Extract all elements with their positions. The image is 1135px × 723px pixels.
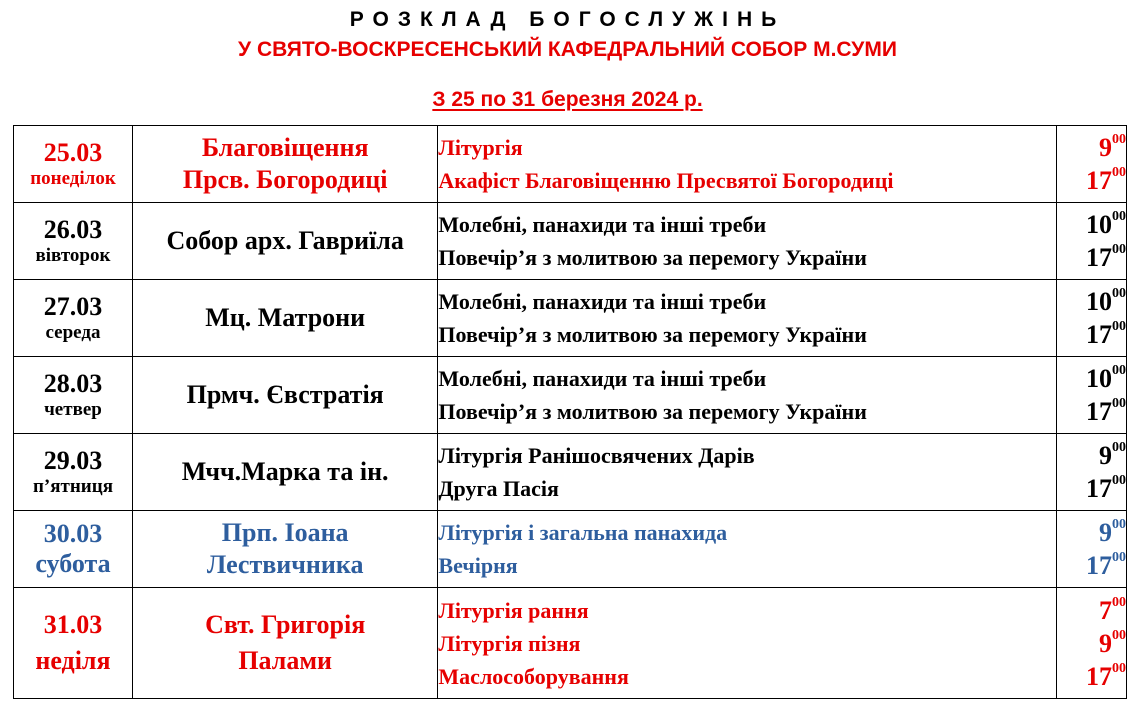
date-number: 30.03 [43,519,103,548]
weekday: вівторок [35,245,111,266]
feast-cell [132,126,437,203]
table-row [14,588,1127,699]
services-cell [438,280,1057,357]
table-row [14,511,1127,588]
weekday: неділя [35,646,111,675]
service-item: Літургія Ранішосвячених Дарів [438,443,755,468]
date-cell [14,434,133,511]
times-cell [1057,434,1127,511]
date-number: 27.03 [43,292,103,321]
weekday: четвер [44,399,102,420]
feast-name-line2: Палами [238,646,333,675]
feast-cell [132,434,437,511]
table-row [14,203,1127,280]
date-period [0,88,1135,112]
service-item: Повечір’я з молитвою за перемогу України [438,322,867,347]
service-item: Літургія рання [438,597,589,623]
service-time: $10^{00}$ [1086,286,1126,316]
service-item: Літургія і загальна панахида [438,520,728,545]
services-cell [438,203,1057,280]
date-number: 31.03 [43,610,103,639]
services-cell [438,511,1057,588]
service-item: Літургія [438,135,523,160]
service-time: $10^{00}$ [1086,363,1126,393]
service-item: Літургія пізня [438,630,581,656]
services-cell [438,588,1057,699]
date-number: 25.03 [43,138,103,167]
feast-cell [132,280,437,357]
weekday: понеділок [30,168,116,189]
service-item: Повечір’я з молитвою за перемогу України [438,245,867,270]
service-time: $17^{00}$ [1086,473,1126,503]
services-cell [438,434,1057,511]
table-row [14,357,1127,434]
service-item: Повечір’я з молитвою за перемогу України [438,399,867,424]
feast-name-line2: Прсв. Богородиці [182,165,388,194]
page-title: РОЗКЛАД БОГОСЛУЖІНЬ [349,8,786,31]
feast-name-line1: Мц. Матрони [205,303,366,332]
weekday: п’ятниця [32,476,113,497]
table-row [14,280,1127,357]
service-time: $9^{00}$ [1099,627,1126,658]
services-cell [438,126,1057,203]
table-row [14,434,1127,511]
schedule-table [13,125,1127,699]
service-time: $9^{00}$ [1099,440,1126,470]
service-time: $10^{00}$ [1086,209,1126,239]
page-subtitle: У СВЯТО-ВОСКРЕСЕНСЬКИЙ КАФЕДРАЛЬНИЙ СОБОР М.СУМИ [238,38,897,61]
service-time: $17^{00}$ [1086,165,1126,195]
date-cell [14,357,133,434]
times-cell [1057,588,1127,699]
feast-cell [132,588,437,699]
service-item: Маслособорування [438,663,629,689]
feast-name-line1: Прмч. Євстратія [186,380,384,409]
feast-name-line1: Собор арх. Гавриїла [166,226,404,255]
feast-cell [132,203,437,280]
table-row [14,126,1127,203]
service-time: $9^{00}$ [1099,517,1126,547]
feast-name-line1: Мчч.Марка та ін. [181,457,389,486]
service-time: $17^{00}$ [1086,396,1126,426]
date-cell [14,280,133,357]
feast-name-line1: Благовіщення [201,133,369,162]
feast-name-line2: Лествичника [206,550,364,579]
times-cell [1057,203,1127,280]
weekday: середа [45,322,101,343]
service-item: Молебні, панахиди та інші треби [438,212,767,237]
services-cell [438,357,1057,434]
service-item: Вечірня [438,553,518,578]
service-time: $17^{00}$ [1086,319,1126,349]
date-number: 28.03 [43,369,103,398]
date-cell [14,588,133,699]
times-cell [1057,126,1127,203]
times-cell [1057,357,1127,434]
service-time: $17^{00}$ [1086,660,1126,691]
service-item: Молебні, панахиди та інші треби [438,366,767,391]
feast-name-line1: Прп. Іоана [221,518,349,547]
service-time: $7^{00}$ [1099,594,1126,625]
service-time: $17^{00}$ [1086,242,1126,272]
service-time: $9^{00}$ [1099,132,1126,162]
date-cell [14,511,133,588]
times-cell [1057,280,1127,357]
feast-cell [132,511,437,588]
date-cell [14,126,133,203]
feast-cell [132,357,437,434]
date-period-text: З 25 по 31 березня 2024 р. [432,88,703,111]
date-number: 29.03 [43,446,103,475]
times-cell [1057,511,1127,588]
service-item: Акафіст Благовіщенню Пресвятої Богородиці [438,168,894,193]
date-number: 26.03 [43,215,103,244]
feast-name-line1: Свт. Григорія [205,610,366,639]
weekday: субота [35,549,111,578]
date-cell [14,203,133,280]
service-time: $17^{00}$ [1086,550,1126,580]
service-item: Друга Пасія [438,476,559,501]
service-item: Молебні, панахиди та інші треби [438,289,767,314]
